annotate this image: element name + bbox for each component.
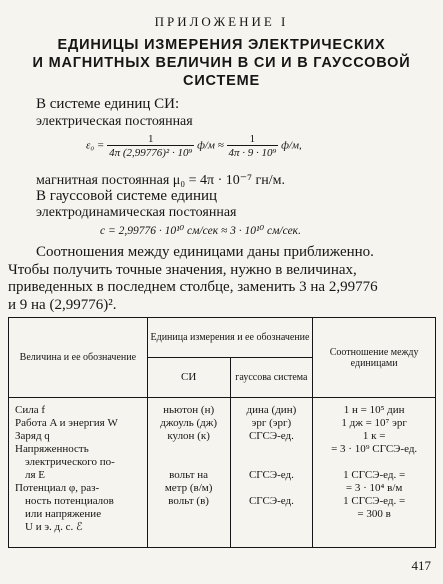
si-unit-line: джоуль (дж) <box>160 417 218 429</box>
note-line-2: Чтобы получить точные значения, нужно в величинах, <box>8 261 357 278</box>
note-line-3: приведенных в последнем столбце, заменить 3 на 2,99776 <box>8 279 378 295</box>
gauss-unit-line: эрг (эрг) <box>251 417 292 429</box>
column-relation <box>313 398 436 548</box>
approx-sign: ≈ <box>217 139 224 152</box>
quantity-line: или напряжение <box>25 508 102 520</box>
quantity-line: Сила f <box>15 404 46 416</box>
note-line-4: и 9 на (2,99776)². <box>8 296 117 313</box>
relation-line: = 300 в <box>357 508 391 520</box>
si-unit-line: ньютон (н) <box>163 404 215 416</box>
electrodynamic-constant-label: электродинамическая постоянная <box>36 205 237 220</box>
relation-line: 1 н = 10⁵ дин <box>343 404 405 416</box>
si-intro: В системе единиц СИ: <box>36 96 180 112</box>
title-line-1: ЕДИНИЦЫ ИЗМЕРЕНИЯ ЭЛЕКТРИЧЕСКИХ <box>57 37 386 53</box>
epsilon-formula <box>86 133 302 159</box>
gauss-intro: В гауссовой системе единиц <box>36 188 218 204</box>
gauss-unit-line: СГСЭ-ед. <box>248 495 294 507</box>
column-quantity <box>9 398 148 548</box>
quantity-line: Напряженность <box>15 443 89 455</box>
gauss-unit-line <box>235 456 309 469</box>
header-relation: Соотношение между единицами <box>313 318 436 398</box>
quantity-line: Работа A и энергия W <box>15 417 118 429</box>
si-unit-line: кулон (к) <box>167 430 210 442</box>
fraction-2-numerator: 1 <box>227 133 279 146</box>
si-unit-line: метр (в/м) <box>164 482 213 494</box>
relation-line: 1 СГСЭ-ед. = <box>343 495 406 507</box>
units-table <box>8 317 436 548</box>
title-line-2: И МАГНИТНЫХ ВЕЛИЧИН В СИ И В ГАУССОВОЙ <box>32 55 411 71</box>
epsilon-lhs: ε₀ = <box>86 139 105 152</box>
gauss-unit-line: СГСЭ-ед. <box>248 430 294 442</box>
quantity-line: ля E <box>25 469 46 481</box>
column-si <box>147 398 230 548</box>
header-gauss: гауссова система <box>230 358 313 398</box>
quantity-line: электрического по- <box>25 456 115 468</box>
si-unit-line <box>152 456 226 469</box>
relation-line: 1 к = <box>362 430 386 442</box>
fraction-1-denominator: 4π (2,99776)² · 10⁹ <box>109 147 193 159</box>
quantity-line: U и э. д. с. ℰ <box>25 521 83 533</box>
page-number: 417 <box>411 558 431 573</box>
relation-line: 1 дж = 10⁷ эрг <box>341 417 407 429</box>
appendix-label: ПРИЛОЖЕНИЕ I <box>154 14 289 29</box>
relation-line: 1 СГСЭ-ед. = <box>343 469 406 481</box>
relation-line: = 3 · 10⁴ в/м <box>345 482 403 494</box>
relation-line <box>317 456 431 469</box>
column-gauss <box>230 398 313 548</box>
title-line-3: СИСТЕМЕ <box>183 73 260 89</box>
note-line-1: Соотношения между единицами даны приближенно. <box>36 244 374 260</box>
quantity-line: Потенциал φ, раз- <box>15 482 100 494</box>
quantity-line: Заряд q <box>15 430 50 442</box>
note-paragraph <box>8 244 378 314</box>
gauss-unit-line <box>235 482 309 495</box>
si-unit-line <box>152 443 226 456</box>
electric-constant-label: электрическая постоянная <box>36 114 193 129</box>
unit-farad-per-meter-2: ф/м, <box>281 139 302 152</box>
fraction-2-denominator: 4π · 9 · 10⁹ <box>228 147 277 159</box>
gauss-unit-line: дина (дин) <box>246 404 297 416</box>
fraction-1-numerator: 1 <box>107 133 194 146</box>
gauss-unit-line <box>235 443 309 456</box>
relation-line: = 3 · 10⁹ СГСЭ-ед. <box>331 443 418 455</box>
si-unit-line: вольт (в) <box>168 495 209 507</box>
gauss-unit-line: СГСЭ-ед. <box>248 469 294 481</box>
unit-farad-per-meter: ф/м <box>197 139 215 152</box>
fraction-1 <box>107 133 194 159</box>
fraction-2 <box>227 133 279 159</box>
c-formula: c = 2,99776 · 10¹⁰ см/сек ≈ 3 · 10¹⁰ см/сек. <box>100 225 301 237</box>
quantity-line: ность потенциалов <box>25 495 114 507</box>
si-unit-line: вольт на <box>169 469 209 481</box>
header-quantity: Величина и ее обозначение <box>9 318 148 398</box>
header-si: СИ <box>147 358 230 398</box>
magnetic-constant: магнитная постоянная μ₀ = 4π · 10⁻⁷ гн/м. <box>36 173 286 188</box>
header-unit-group: Единица измерения и ее обозначение <box>147 318 313 358</box>
